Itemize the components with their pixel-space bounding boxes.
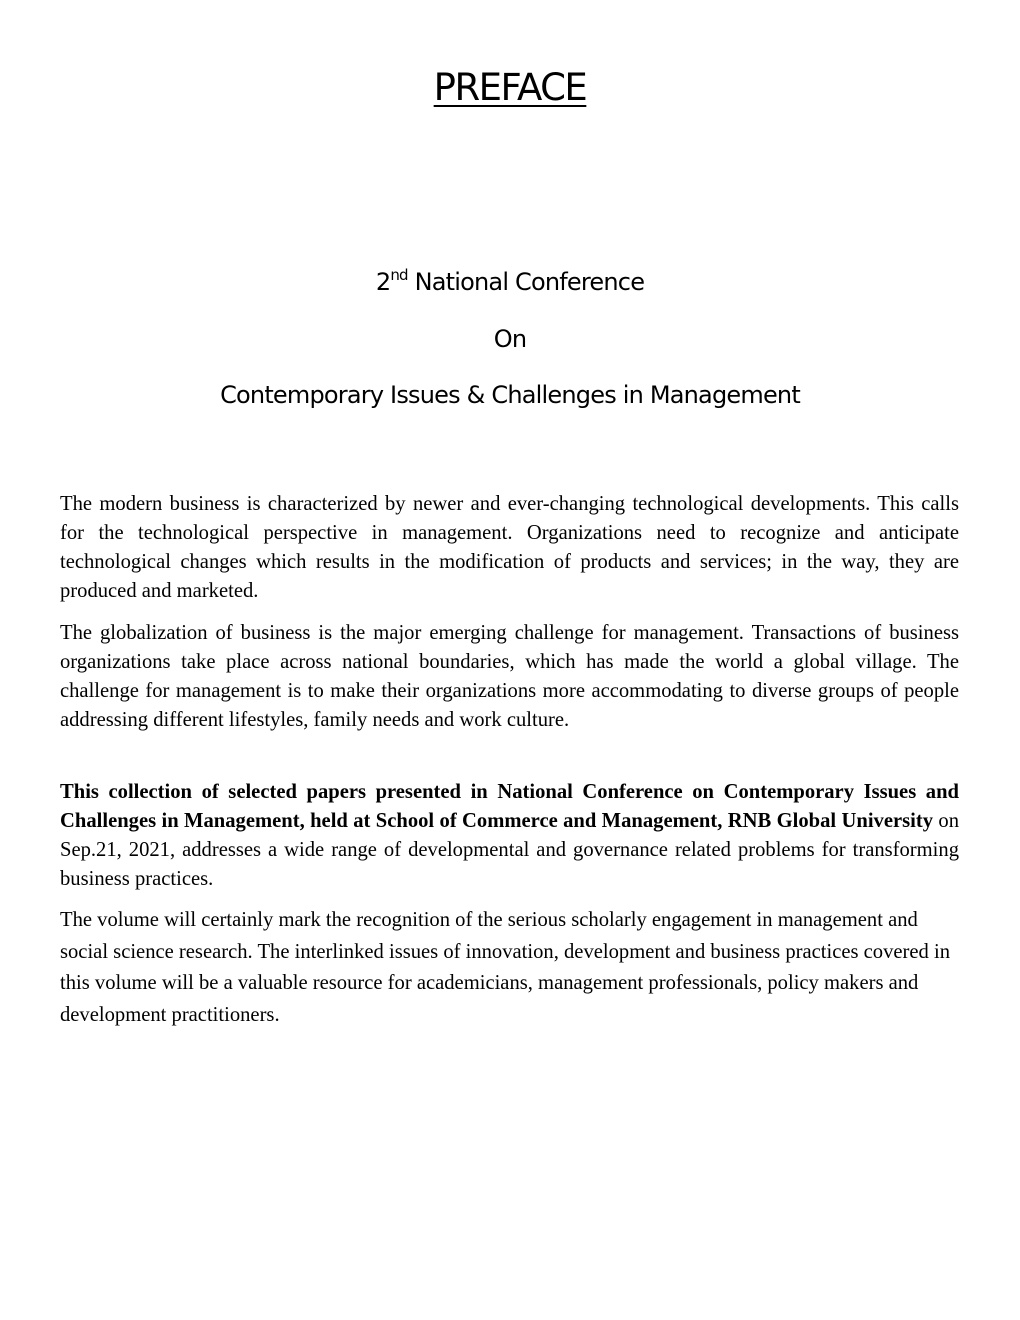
paragraph-collection-rest: on Sep.21, 2021, addresses a wide range of developmental and governance related problems for transforming business practices. — [60, 810, 959, 890]
conference-ordinal-number: 2 — [375, 268, 391, 296]
paragraph-technology: The modern business is characterized by newer and ever-changing technological developments. This calls for the technological perspective in management. Organizations need to recognize and anticipate technological changes which results in the modification of products and services; in the way, they are produced and marketed. — [60, 493, 959, 602]
conference-ordinal-line — [0, 268, 1020, 296]
page-title: PREFACE — [433, 66, 587, 109]
paragraph-collection-bold: This collection of selected papers presented in National Conference on Contemporary Issues and Challenges in Management, held at School of Commerce and Management, RNB Global University — [60, 781, 959, 832]
conference-ordinal-suffix: nd — [390, 266, 408, 284]
paragraph-collection — [60, 778, 959, 894]
paragraph-globalization: The globalization of business is the major emerging challenge for management. Transactions of business organizations take place across national boundaries, which has made the world a global village. The challenge for management is to make their organizations more accommodating to diverse groups of people addressing different lifestyles, family needs and work culture. — [60, 622, 959, 731]
conference-theme: Contemporary Issues & Challenges in Management — [220, 381, 800, 409]
conference-on-line: On — [493, 325, 527, 353]
conference-name: National Conference — [407, 268, 645, 296]
paragraph-volume: The volume will certainly mark the recognition of the serious scholarly engagement in management and social science research. The interlinked issues of innovation, development and business practices covered in this volume will be a valuable resource for academicians, management professionals, policy makers and development practitioners. — [60, 909, 951, 1026]
